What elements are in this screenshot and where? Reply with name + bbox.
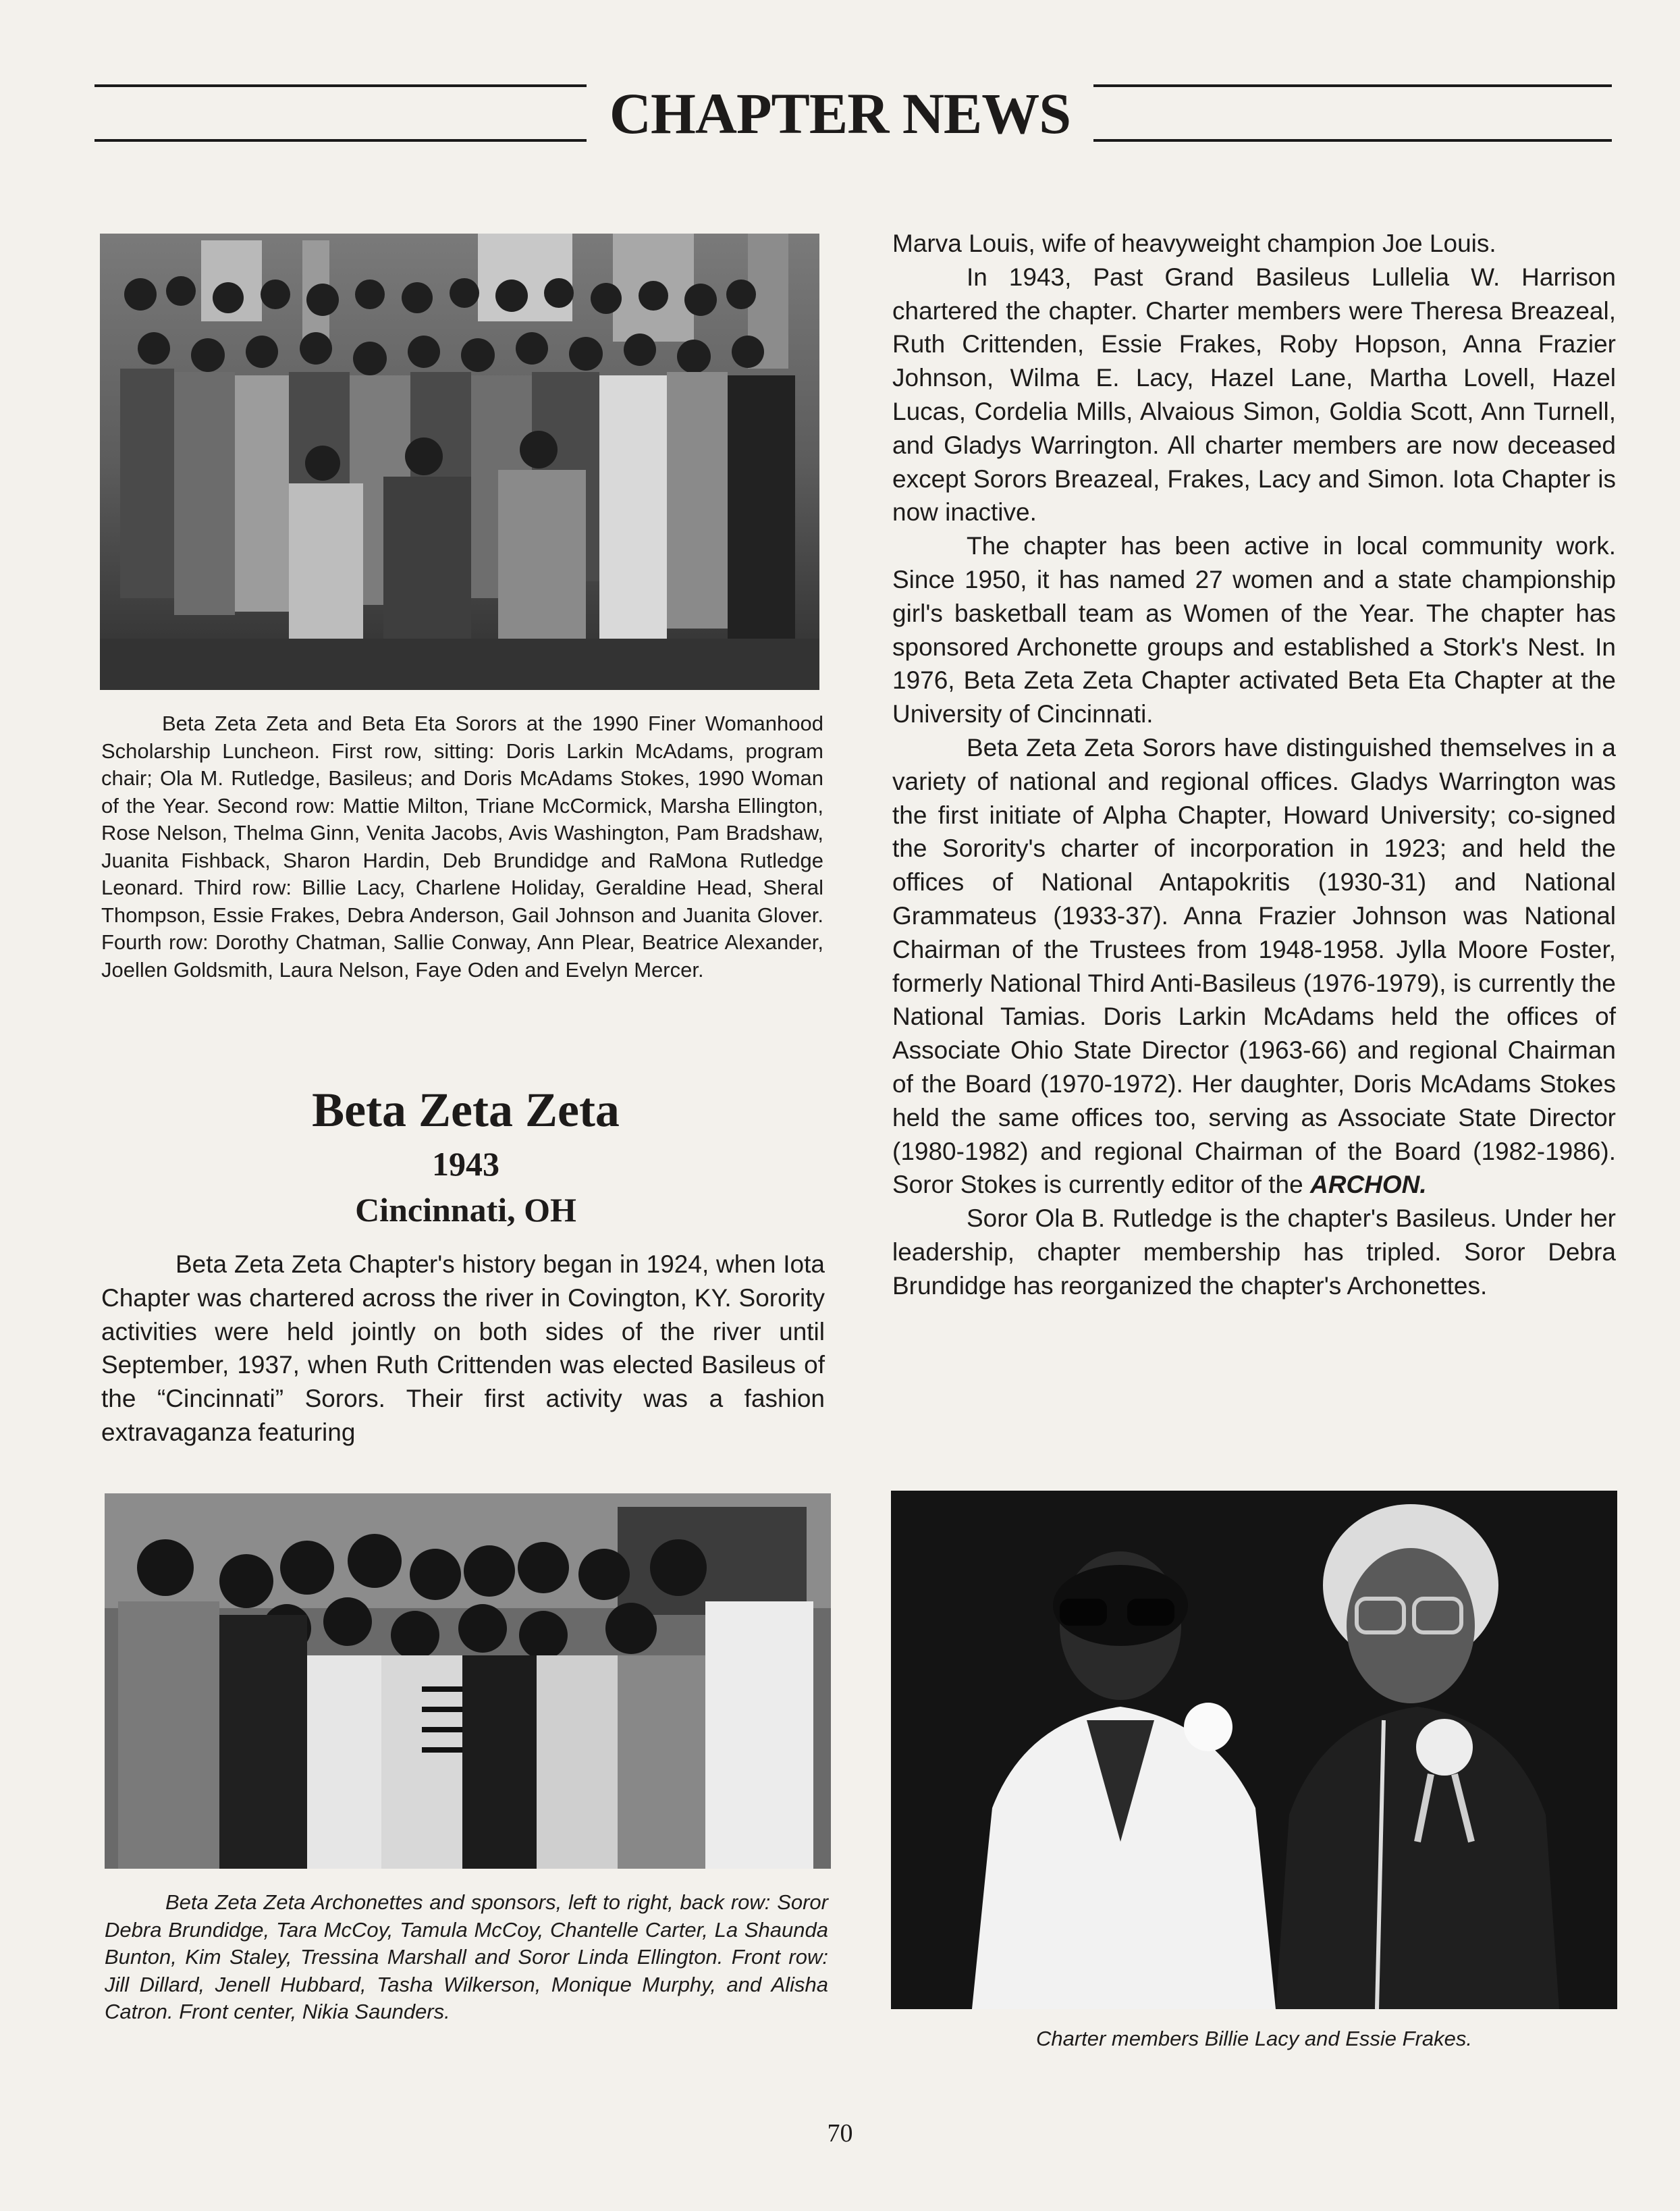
article-paragraph-4-text: Beta Zeta Zeta Sorors have distinguished themselves in a variety of national and regional offices. Gladys Warrington was the first initiate of Alpha Chapter, Howard University; co-signed the Sorority's charter of incorporation in 1923; and held the offices of National Antapokritis (1930-31) and National Grammateus (1933-37). Anna Frazier Johnson was National Chairman of the Trustees from 1948-1958. Jylla Moore Foster, formerly National Third Anti-Basileus (1976-1979), is currently the National Tamias. Doris Larkin McAdams held the offices of Associate Ohio State Director (1963-66) and regional Chairman of the Board (1970-1972). Her daughter, Doris McAdams Stokes held the same offices too, serving as Associate State Director (1980-1982) and regional Chairman of the Board (1982-1986). Soror Stokes is currently editor of the (892, 733, 1616, 1199)
page-number: 70 (827, 2119, 853, 2148)
luncheon-caption-text: Beta Zeta Zeta and Beta Eta Sorors at the 1990 Finer Womanhood Scholarship Luncheon. First row, sitting: Doris Larkin McAdams, program chair; Ola M. Rutledge, Basileus; and Doris McAdams Stokes, 1990 Woman of the Year. Second row: Mattie Milton, Triane McCormick, Marsha Ellington, Rose Nelson, Thelma Ginn, Venita Jacobs, Avis Washington, Pam Bradshaw, Juanita Fishback, Sharon Hardin, Deb Brundidge and RaMona Rutledge Leonard. Third row: Billie Lacy, Charlene Holiday, Geraldine Head, Sheral Thompson, Essie Frakes, Debra Anderson, Gail Johnson and Juanita Glover. Fourth row: Dorothy Chatman, Sallie Conway, Ann Plear, Beatrice Alexander, Joellen Goldsmith, Laura Nelson, Faye Oden and Evelyn Mercer. (101, 712, 823, 982)
charter-members-caption (891, 2025, 1617, 2053)
article-paragraph-2: In 1943, Past Grand Basileus Lullelia W. Harrison chartered the chapter. Charter members were Theresa Breazeal, Ruth Crittenden, Essie Frakes, Roby Hopson, Anna Frazier Johnson, Wilma E. Lacy, Hazel Lane, Martha Lovell, Hazel Lucas, Cordelia Mills, Alvaious Simon, Goldia Scott, Ann Turnell, and Gladys Warrington. All charter members are now deceased except Sorors Breazeal, Frakes, Lacy and Simon. Iota Chapter is now inactive. (892, 263, 1616, 527)
article-year: 1943 (432, 1145, 499, 1183)
archonettes-group-photo (105, 1493, 831, 1869)
article-paragraph-4 (892, 731, 1616, 1202)
charter-members-photo (891, 1491, 1617, 2009)
article-paragraph-3: The chapter has been active in local community work. Since 1950, it has named 27 women and a state championship girl's basketball team as Women of the Year. The chapter has sponsored Archonette groups and established a Stork's Nest. In 1976, Beta Zeta Zeta Chapter activated Beta Eta Chapter at the University of Cincinnati. (892, 532, 1616, 728)
charter-members-caption-text: Charter members Billie Lacy and Essie Frakes. (1035, 2027, 1473, 2050)
article-heading (101, 1079, 830, 1233)
section-title: CHAPTER NEWS (587, 80, 1093, 147)
archonettes-caption-text: Beta Zeta Zeta Archonettes and sponsors, left to right, back row: Soror Debra Brundidge, Tara McCoy, Tamula McCoy, Chantelle Carter, La Shaunda Bunton, Kim Staley, Tressina Marshall and Soror Linda Ellington. Front row: Jill Dillard, Jenell Hubbard, Tasha Wilkerson, Monique Murphy, and Alisha Catron. Front center, Nikia Saunders. (105, 1890, 828, 2023)
article-paragraph-5: Soror Ola B. Rutledge is the chapter's Basileus. Under her leadership, chapter membership has tripled. Soror Debra Brundidge has reorganized the chapter's Archonettes. (892, 1204, 1616, 1300)
luncheon-group-photo (100, 234, 819, 690)
article-paragraph-1: Beta Zeta Zeta Chapter's history began in 1924, when Iota Chapter was chartered across the river in Covington, KY. Sorority activities were held jointly on both sides of the river until September, 1937, when Ruth Crittenden was elected Basileus of the “Cincinnati” Sorors. Their first activity was a fashion extravaganza featuring (101, 1250, 825, 1446)
article-paragraph-continued: Marva Louis, wife of heavyweight champion Joe Louis. (892, 230, 1496, 257)
luncheon-caption (101, 710, 823, 984)
article-column-1 (101, 1248, 825, 1449)
article-location: Cincinnati, OH (355, 1191, 576, 1229)
article-title: Beta Zeta Zeta (312, 1083, 620, 1137)
article-column-2 (892, 227, 1616, 1303)
header (0, 80, 1680, 147)
archonettes-caption (105, 1889, 828, 2026)
archon-publication-name: ARCHON. (1310, 1171, 1427, 1199)
